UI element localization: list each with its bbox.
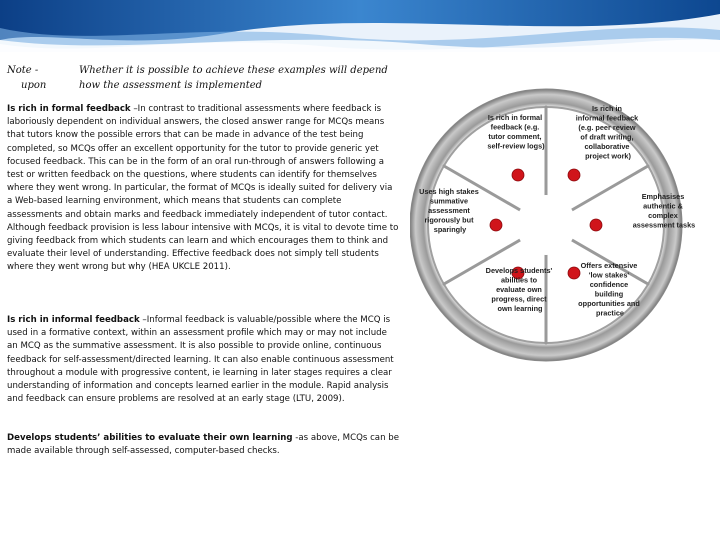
- wheel-hub: [516, 195, 576, 255]
- red-dot: [490, 219, 502, 231]
- segment-informal-feedback: Is rich in informal feedback (e.g. peer review of draft writing, collaborative project work): [575, 104, 639, 161]
- segment-evaluate-learning: Develops students' abilities to evaluate own progress, direct own learning: [485, 266, 553, 313]
- paragraph-body: –Informal feedback is valuable/possible where the MCQ is used in a formative context, within an assessment profile which may or may not include an MCQ as the summative assessment. It is also possible to provide online, continuous feedback for self-assessment/directed learning. It can also enable continuous assessment throughout a module with progressive content, ie learning in later stages requires a clear understanding of information and concepts learned earlier in the module. Rapid analysis and feedback can ensure problems are resolved at an early stage (LTU, 2009).: [7, 315, 394, 405]
- note-text-line1: Whether it is possible to achieve these examples will depend: [79, 65, 388, 76]
- segment-authentic-tasks: Emphasises authentic & complex assessment tasks: [632, 192, 696, 230]
- paragraph-heading: Is rich in formal feedback: [7, 104, 131, 114]
- paragraph-informal-feedback: [7, 314, 399, 406]
- red-dot: [590, 219, 602, 231]
- paragraph-body: -as above, MCQs can be made available through self-assessed, computer-based checks.: [7, 433, 399, 457]
- note-label-line1: Note -: [7, 65, 39, 76]
- red-dot: [568, 267, 580, 279]
- segment-high-stakes: Uses high stakes summative assessment rigorously but sparingly: [419, 187, 479, 234]
- segment-formal-feedback: Is rich in formal feedback (e.g. tutor comment, self-review logs): [487, 113, 545, 151]
- segment-low-stakes: Offers extensive 'low stakes' confidence building opportunities and practice: [578, 261, 640, 318]
- paragraph-heading: Is rich in informal feedback: [7, 315, 140, 325]
- paragraph-body: –In contrast to traditional assessments where feedback is laboriously dependent on individual answers, the closed answer range for MCQs means that tutors know the possible errors that can be made in advance of the test being completed, so MCQs offer an excellent opportunity for the tutor to provide generic yet focused feedback. This can be in the form of an oral run-through of answers following a test or written feedback on the questions, where students can identify for themselves where they went wrong. In particular, the format of MCQs is ideally suited for delivery via a Web-based learning environment, which means that students can complete assessments and obtain marks and feedback immediately independent of tutor contact. Although feedback provision is less labour intensive with MCQs, it is vital to devote time to giving feedback from which students can learn and which encourages them to think and evaluate their level of understanding. Effective feedback does not simply tell students where they went wrong but why (HEA UKCLE 2011).: [7, 104, 399, 273]
- note-label-line2: upon: [21, 80, 47, 91]
- red-dot: [568, 169, 580, 181]
- top-banner: [0, 0, 720, 52]
- paragraph-formal-feedback: [7, 103, 399, 275]
- paragraph-evaluate-learning: [7, 432, 399, 458]
- note-label: [7, 63, 67, 93]
- paragraph-heading: Develops students’ abilities to evaluate their own learning: [7, 433, 293, 443]
- feedback-wheel-diagram: [410, 80, 720, 370]
- red-dot: [512, 169, 524, 181]
- note-text: [79, 63, 399, 93]
- note-text-line2: how the assessment is implemented: [79, 80, 263, 91]
